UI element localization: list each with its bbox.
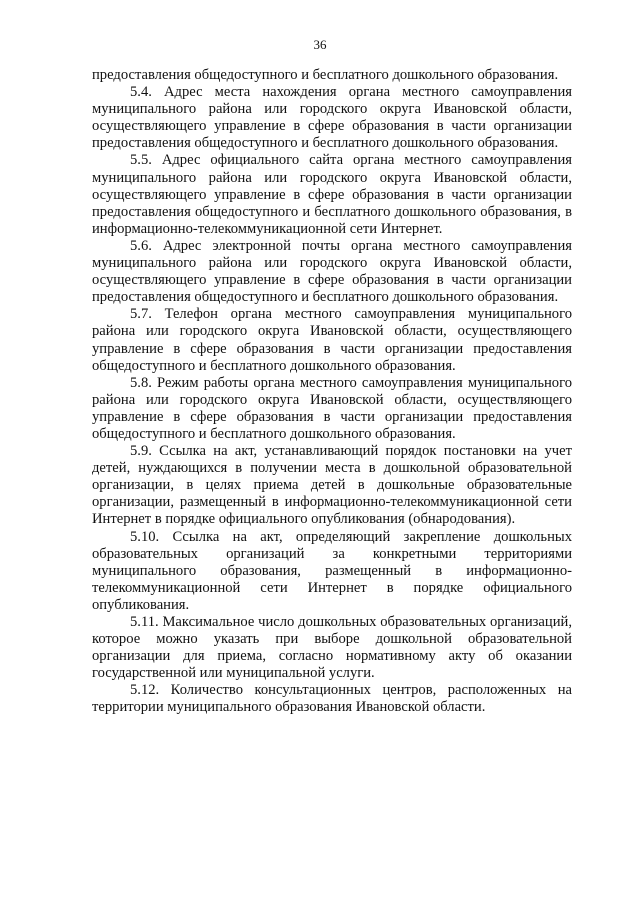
paragraph-5-12: 5.12. Количество консультационных центров, расположенных на территории муниципального образования Ивановской области. xyxy=(92,682,572,716)
paragraph-5-10: 5.10. Ссылка на акт, определяющий закрепление дошкольных образовательных организаций за конкретными территориями муниципального образования, размещенный в информационно-телекоммуникационной сети Интернет в порядке официального опубликования. xyxy=(92,528,572,613)
paragraph-continuation: предоставления общедоступного и бесплатного дошкольного образования. xyxy=(92,67,559,83)
paragraph-5-5: 5.5. Адрес официального сайта органа местного самоуправления муниципального района или городского округа Ивановской области, осуществляющего управление в сфере образования в части организации предоставления общедоступного и бесплатного дошкольного образования, в информационно-телекоммуникационной сети Интернет. xyxy=(92,152,572,237)
document-body xyxy=(92,67,572,717)
paragraph-5-7: 5.7. Телефон органа местного самоуправления муниципального района или городского округа Ивановской области, осуществляющего управление в сфере образования в части организации предоставления общедоступного и бесплатного дошкольного образования. xyxy=(92,306,572,374)
paragraph-5-11: 5.11. Максимальное число дошкольных образовательных организаций, которое можно указать при выборе дошкольной образовательной организации для приема, согласно нормативному акту об оказании государственной или муниципальной услуги. xyxy=(92,614,572,682)
page-number: 36 xyxy=(313,37,327,52)
paragraph-5-9: 5.9. Ссылка на акт, устанавливающий порядок постановки на учет детей, нуждающихся в получении места в дошкольной образовательной организации, в целях приема детей в дошкольные образовательные организации, размещенный в информационно-телекоммуникационной сети Интернет в порядке официального опубликования (обнародования). xyxy=(92,443,572,528)
paragraph-5-8: 5.8. Режим работы органа местного самоуправления муниципального района или городского округа Ивановской области, осуществляющего управление в сфере образования в части организации предоставления общедоступного и бесплатного дошкольного образования. xyxy=(92,374,572,442)
paragraph-5-4: 5.4. Адрес места нахождения органа местного самоуправления муниципального района или городского округа Ивановской области, осуществляющего управление в сфере образования в части организации предоставления общедоступного и бесплатного дошкольного образования. xyxy=(92,84,572,152)
paragraph-5-6: 5.6. Адрес электронной почты органа местного самоуправления муниципального района или городского округа Ивановской области, осуществляющего управление в сфере образования в части организации предоставления общедоступного и бесплатного дошкольного образования. xyxy=(92,237,572,306)
